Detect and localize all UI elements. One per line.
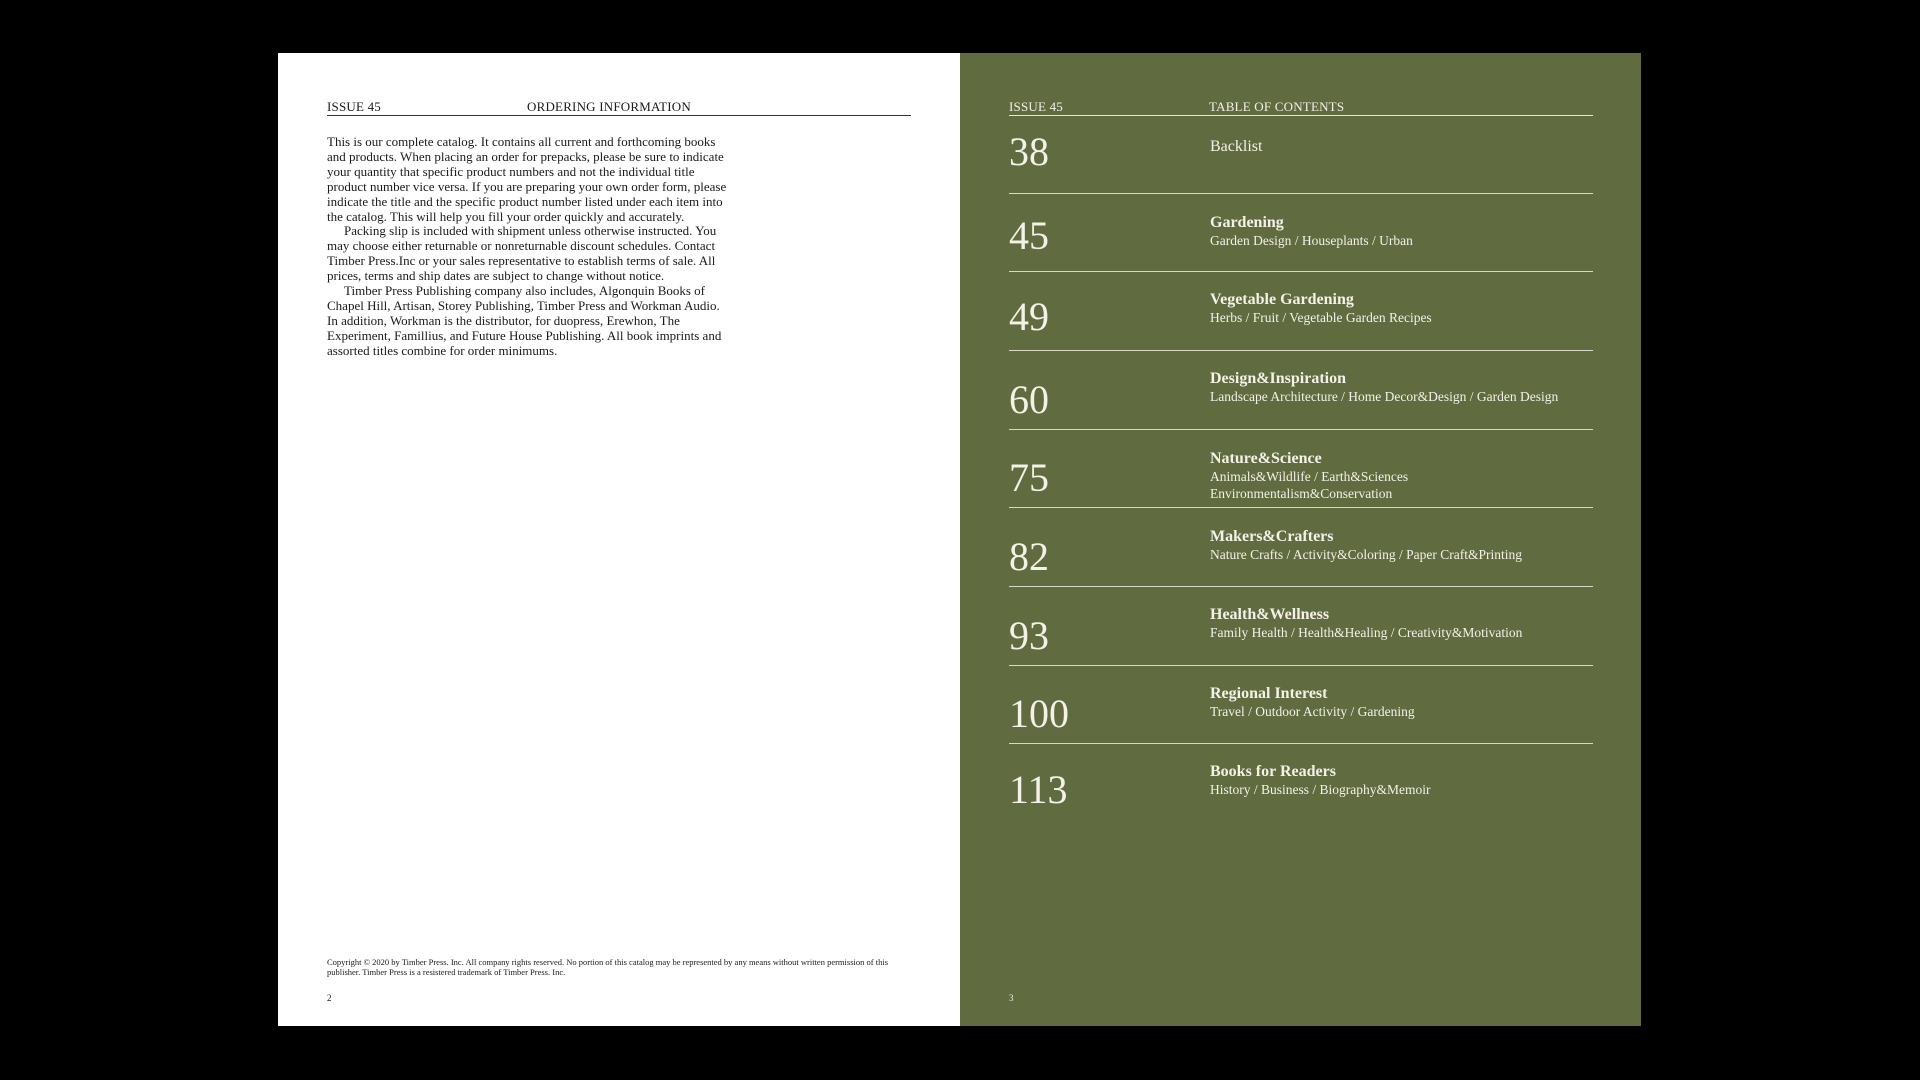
- toc-page-number: 49: [1009, 294, 1049, 339]
- toc-entry[interactable]: [1009, 430, 1593, 508]
- issue-label: ISSUE 45: [1009, 99, 1063, 114]
- toc-title: Nature&Science: [1210, 450, 1322, 467]
- right-page-header: [1009, 99, 1593, 116]
- paragraph: Timber Press Publishing company also includes, Algonquin Books of Chapel Hill, Artisan, Storey Publishing, Timber Press and Workman Audio. In addition, Workman is the distributor, for duopress, Erewhon, The Experiment, Famillius, and Future House Publishing. All book imprints and assorted titles combine for order minimums.: [327, 283, 722, 358]
- toc-subtitle: Herbs / Fruit / Vegetable Garden Recipes: [1210, 310, 1432, 325]
- toc-subtitle: History / Business / Biography&Memoir: [1210, 782, 1431, 797]
- toc-page-number: 75: [1009, 455, 1049, 500]
- toc-page-number: 60: [1009, 377, 1049, 422]
- toc-entry[interactable]: [1009, 194, 1593, 272]
- paragraph: Packing slip is included with shipment unless otherwise instructed. You may choose either returnable or nonreturnable discount schedules. Contact Timber Press.Inc or your sales representative to establish terms of sale. All prices, terms and ship dates are subject to change without notice.: [327, 223, 717, 284]
- toc-text: [1210, 528, 1522, 563]
- toc-text: [1210, 450, 1408, 502]
- toc-subtitle: Garden Design / Houseplants / Urban: [1210, 233, 1413, 248]
- toc-page-number: 100: [1009, 691, 1069, 736]
- ordering-information-text: [327, 135, 727, 359]
- toc-title: Books for Readers: [1210, 763, 1336, 780]
- toc-title: Gardening: [1210, 214, 1284, 231]
- toc-entry[interactable]: [1009, 272, 1593, 351]
- issue-label: ISSUE 45: [327, 99, 381, 114]
- section-label: TABLE OF CONTENTS: [1209, 99, 1345, 114]
- toc-subtitle: Nature Crafts / Activity&Coloring / Paper Craft&Printing: [1210, 547, 1522, 562]
- toc-title: Makers&Crafters: [1210, 528, 1334, 545]
- toc-entry[interactable]: [1009, 666, 1593, 744]
- toc-text: [1210, 606, 1522, 641]
- toc-page-number: 38: [1009, 129, 1049, 174]
- toc-entry[interactable]: [1009, 508, 1593, 587]
- page-number: 3: [1009, 993, 1014, 1003]
- left-page: [278, 53, 960, 1026]
- toc-title: Regional Interest: [1210, 685, 1328, 702]
- toc-text: [1210, 685, 1415, 720]
- toc-subtitle: Travel / Outdoor Activity / Gardening: [1210, 704, 1415, 719]
- toc-text: [1210, 763, 1431, 798]
- toc-page-number: 93: [1009, 613, 1049, 658]
- toc-title: Backlist: [1210, 138, 1263, 155]
- toc-title: Vegetable Gardening: [1210, 291, 1354, 308]
- table-of-contents: [1009, 115, 1593, 820]
- toc-entry[interactable]: [1009, 744, 1593, 820]
- toc-title: Design&Inspiration: [1210, 370, 1347, 387]
- paragraph: This is our complete catalog. It contains all current and forthcoming books and products. When placing an order for prepacks, please be sure to indicate your quantity that specific product numbers and not the individual title product number vice versa. If you are preparing your own order form, please indicate the title and the specific product number listed under each item into the catalog. This will help you fill your order quickly and accurately.: [327, 134, 727, 224]
- left-page-header: [327, 99, 911, 116]
- toc-entry[interactable]: [1009, 351, 1593, 430]
- toc-entry[interactable]: [1009, 587, 1593, 666]
- toc-subtitle: Environmentalism&Conservation: [1210, 486, 1393, 501]
- toc-text: [1210, 214, 1413, 249]
- toc-subtitle: Landscape Architecture / Home Decor&Design / Garden Design: [1210, 389, 1559, 404]
- right-page: [960, 53, 1641, 1026]
- toc-page-number: 82: [1009, 534, 1049, 579]
- toc-text: [1210, 370, 1558, 405]
- page-number: 2: [327, 993, 332, 1003]
- toc-subtitle: Family Health / Health&Healing / Creativity&Motivation: [1210, 625, 1523, 640]
- toc-text: [1210, 291, 1432, 326]
- toc-title: Health&Wellness: [1210, 606, 1330, 623]
- toc-page-number: 113: [1009, 767, 1068, 812]
- toc-entry[interactable]: [1009, 115, 1593, 194]
- copyright-notice: Copyright © 2020 by Timber Press. Inc. All company rights reserved. No portion of this catalog may be represented by any means without written permission of this publisher. Timber Press is a resistered trademark of Timber Press. Inc.: [327, 957, 888, 977]
- toc-page-number: 45: [1009, 213, 1049, 258]
- section-label: ORDERING INFORMATION: [527, 99, 691, 114]
- toc-text: [1210, 133, 1262, 156]
- toc-subtitle: Animals&Wildlife / Earth&Sciences: [1210, 469, 1409, 484]
